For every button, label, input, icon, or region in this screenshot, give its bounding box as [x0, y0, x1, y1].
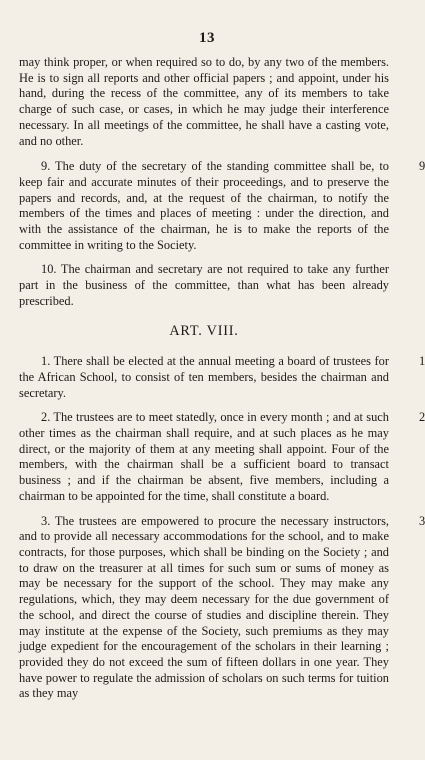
article-section-1-text: 1. There shall be elected at the annual meeting a board of trustees for the African School, to consist of ten members, besides the chairman and secretary.: [19, 354, 389, 400]
article-heading: ART. VIII.: [169, 322, 239, 339]
article-section-3-margin-number: 3: [419, 513, 425, 528]
article-section-2-margin-number: 2: [419, 410, 425, 425]
section-9-text: 9. The duty of the secretary of the standing committee shall be, to keep fair and accurate minutes of their proceedings, and to preserve the papers and records, and, at the request of the chairman, to notify the members of the times and places of meeting : under the direction, and with the assistance of the chairman, he is to make the reports of the committee in writing to the Society.: [19, 159, 389, 252]
article-section-2-text: 2. The trustees are to meet statedly, once in every month ; and at such other times as the chairman shall require, and at such places as he may direct, or the majority of them at any meeting shall appoint. Four of the members, with the chairman shall be a sufficient board to transact business ; and if the chairman be absent, five members, including a chairman to be appointed for the time, shall constitute a board.: [19, 410, 389, 503]
page-content: [19, 55, 425, 702]
section-10-paragraph: [19, 262, 389, 309]
continued-paragraph: may think proper, or when required so to do, by any two of the members. He is to sign all reports and other official papers ; and appoint, under his hand, during the recess of the committee, any of its members to take charge of such case, or cases, in which he may judge their interference necessary. In all meetings of the committee, he shall have a casting vote, and no other.: [19, 55, 389, 148]
article-section-1: [19, 354, 425, 401]
article-section-3: [19, 513, 425, 702]
article-section-1-margin-number: 1: [419, 354, 425, 369]
section-9-margin-number: 9: [419, 159, 425, 174]
section-10-text: 10. The chairman and secretary are not required to take any further part in the business of the committee, than what has been already prescribed.: [19, 262, 389, 308]
section-9-paragraph: [19, 159, 425, 253]
article-section-3-text: 3. The trustees are empowered to procure the necessary instructors, and to provide all necessary accommodations for the school, and to make contracts, for those purposes, which shall be binding on the Society ; and to draw on the treasurer at all times for such sum or sums of money as may be necessary for the support of the school. They may make any regulations, which, they may deem necessary for the due government of the school, and direct the course of studies and discipline therein. They may institute at the expense of the Society, such premiums as they may judge expedient for the encouragement of the scholars in their learning ; provided they do not exceed the sum of fifteen dollars in one year. They have power to regulate the admission of scholars on such terms for tuition as they may: [19, 513, 389, 701]
page-number: 13: [199, 30, 215, 46]
article-section-2: [19, 410, 425, 504]
